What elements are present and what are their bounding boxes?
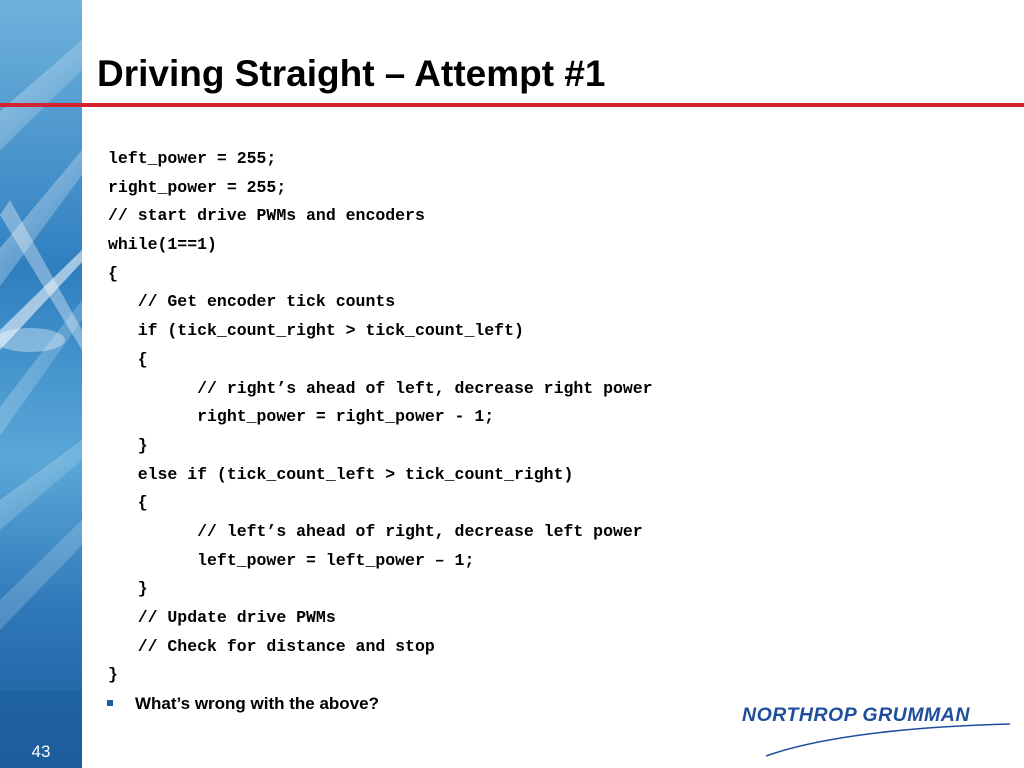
square-bullet-icon <box>107 700 113 706</box>
code-line: else if (tick_count_left > tick_count_right) <box>108 464 574 484</box>
code-line: right_power = right_power - 1; <box>108 407 495 427</box>
code-line: { <box>108 349 148 369</box>
abstract-streaks-graphic <box>0 0 82 768</box>
code-line: right_power = 255; <box>108 177 287 197</box>
decorative-side-band <box>0 0 82 768</box>
logo-swoosh-icon <box>738 704 1013 760</box>
title-divider <box>0 103 1024 107</box>
bullet-item <box>107 692 379 716</box>
code-line: // left’s ahead of right, decrease left power <box>108 521 643 541</box>
code-line: // start drive PWMs and encoders <box>108 206 425 226</box>
slide-title: Driving Straight – Attempt #1 <box>97 53 606 94</box>
code-line: { <box>108 493 148 513</box>
code-line: { <box>108 263 118 283</box>
code-line: // Check for distance and stop <box>108 636 435 656</box>
code-line: } <box>108 579 148 599</box>
code-line: while(1==1) <box>108 235 217 255</box>
code-line: left_power = left_power – 1; <box>108 550 475 570</box>
code-line: left_power = 255; <box>108 149 277 168</box>
code-line: if (tick_count_right > tick_count_left) <box>108 321 524 341</box>
code-line: } <box>108 665 118 685</box>
code-line: } <box>108 435 148 455</box>
bullet-text: What’s wrong with the above? <box>135 694 379 713</box>
logo-wordmark: NORTHROP GRUMMAN <box>742 704 970 726</box>
page-number: 43 <box>31 742 51 761</box>
northrop-grumman-logo <box>738 704 1013 760</box>
code-line: // right’s ahead of left, decrease right power <box>108 378 653 398</box>
code-block <box>108 145 653 690</box>
code-line: // Update drive PWMs <box>108 608 336 627</box>
code-line: // Get encoder tick counts <box>108 292 396 312</box>
